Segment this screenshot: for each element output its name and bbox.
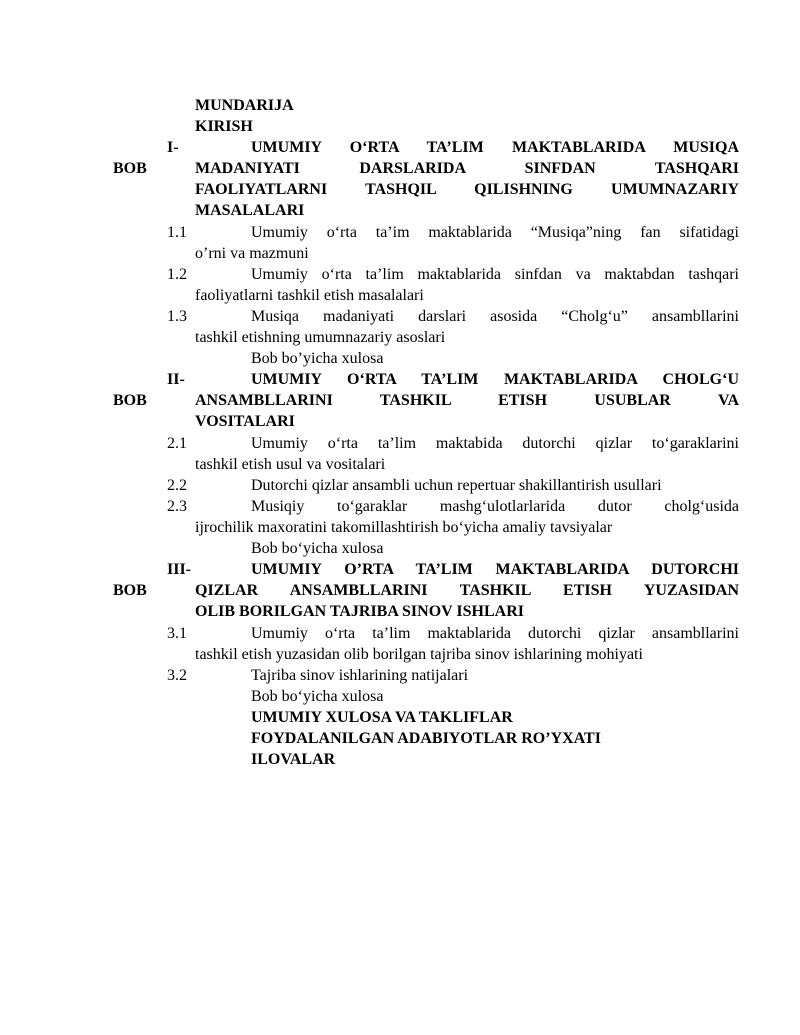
chapter-2-number: II- bbox=[167, 371, 185, 388]
chapter-2-title-line-3: VOSITALARI bbox=[195, 413, 295, 430]
toc-intro: KIRISH bbox=[195, 118, 253, 135]
section-1-2-number: 1.2 bbox=[167, 266, 187, 283]
section-3-2-number: 3.2 bbox=[167, 667, 187, 684]
section-2-1-line-2: tashkil etish usul va vositalari bbox=[195, 456, 386, 473]
chapter-1-title-line-4: MASALALARI bbox=[195, 202, 305, 219]
chapter-1-title-line-3: FAOLIYATLARNI TASHQIL QILISHNING UMUMNAZARIY bbox=[195, 181, 739, 198]
section-3-1-line-2: tashkil etish yuzasidan olib borilgan tajriba sinov ishlarining mohiyati bbox=[195, 646, 643, 663]
chapter-1-title-line-2: MADANIYATI DARSLARIDA SINFDAN TASHQARI bbox=[195, 160, 739, 177]
chapter-1-bob: BOB bbox=[113, 160, 147, 177]
section-1-3-line-2: tashkil etishning umumnazariy asoslari bbox=[195, 329, 446, 346]
chapter-1-number: I- bbox=[167, 139, 179, 156]
section-2-3-number: 2.3 bbox=[167, 498, 187, 515]
chapter-3-title-line-1: UMUMIY O’RTA TA’LIM MAKTABLARIDA DUTORCHI bbox=[251, 561, 739, 578]
chapter-3-title-line-3: OLIB BORILGAN TAJRIBA SINOV ISHLARI bbox=[195, 603, 524, 620]
toc-title: MUNDARIJA bbox=[195, 97, 294, 114]
section-3-2-line-1: Tajriba sinov ishlarining natijalari bbox=[251, 667, 469, 684]
section-2-2-line-1: Dutorchi qizlar ansambli uchun repertuar shakillantirish usullari bbox=[251, 477, 662, 494]
final-references: FOYDALANILGAN ADABIYOTLAR RO’YXATI bbox=[251, 730, 601, 747]
section-1-2-line-2: faoliyatlarni tashkil etish masalalari bbox=[195, 287, 424, 304]
section-1-3-line-1: Musiqa madaniyati darslari asosida “Cholg‘u” ansambllarini bbox=[251, 308, 739, 325]
chapter-3-number: III- bbox=[167, 561, 192, 578]
chapter-2-conclusion: Bob bo‘yicha xulosa bbox=[251, 540, 384, 557]
section-3-1-line-1: Umumiy o‘rta ta’lim maktablarida dutorchi qizlar ansambllarini bbox=[251, 625, 739, 642]
section-1-1-number: 1.1 bbox=[167, 224, 187, 241]
section-2-1-line-1: Umumiy o‘rta ta’lim maktabida dutorchi qizlar to‘garaklarini bbox=[251, 435, 739, 452]
final-summary: UMUMIY XULOSA VA TAKLIFLAR bbox=[251, 709, 513, 726]
chapter-3-bob: BOB bbox=[113, 582, 147, 599]
chapter-1-conclusion: Bob bo’yicha xulosa bbox=[251, 350, 384, 367]
section-1-3-number: 1.3 bbox=[167, 308, 187, 325]
section-2-2-number: 2.2 bbox=[167, 477, 187, 494]
section-2-3-line-2: ijrochilik maxoratini takomillashtirish bo‘yicha amaliy tavsiyalar bbox=[195, 519, 613, 536]
section-1-2-line-1: Umumiy o‘rta ta’lim maktablarida sinfdan va maktabdan tashqari bbox=[251, 266, 739, 283]
final-appendix: ILOVALAR bbox=[251, 751, 336, 768]
chapter-2-title-line-1: UMUMIY O‘RTA TA’LIM MAKTABLARIDA CHOLG‘U bbox=[251, 371, 739, 388]
chapter-2-title-line-2: ANSAMBLLARINI TASHKIL ETISH USUBLAR VA bbox=[195, 392, 739, 409]
chapter-2-bob: BOB bbox=[113, 392, 147, 409]
section-3-1-number: 3.1 bbox=[167, 625, 187, 642]
section-1-1-line-2: o’rni va mazmuni bbox=[195, 245, 309, 262]
chapter-3-conclusion: Bob bo‘yicha xulosa bbox=[251, 688, 384, 705]
section-1-1-line-1: Umumiy o‘rta ta’im maktablarida “Musiqa”ning fan sifatidagi bbox=[251, 224, 739, 241]
chapter-3-title-line-2: QIZLAR ANSAMBLLARINI TASHKIL ETISH YUZASIDAN bbox=[195, 582, 739, 599]
section-2-3-line-1: Musiqiy to‘garaklar mashg‘ulotlarlarida dutor cholg‘usida bbox=[251, 498, 739, 515]
chapter-1-title-line-1: UMUMIY O‘RTA TA’LIM MAKTABLARIDA MUSIQA bbox=[251, 139, 739, 156]
section-2-1-number: 2.1 bbox=[167, 435, 187, 452]
